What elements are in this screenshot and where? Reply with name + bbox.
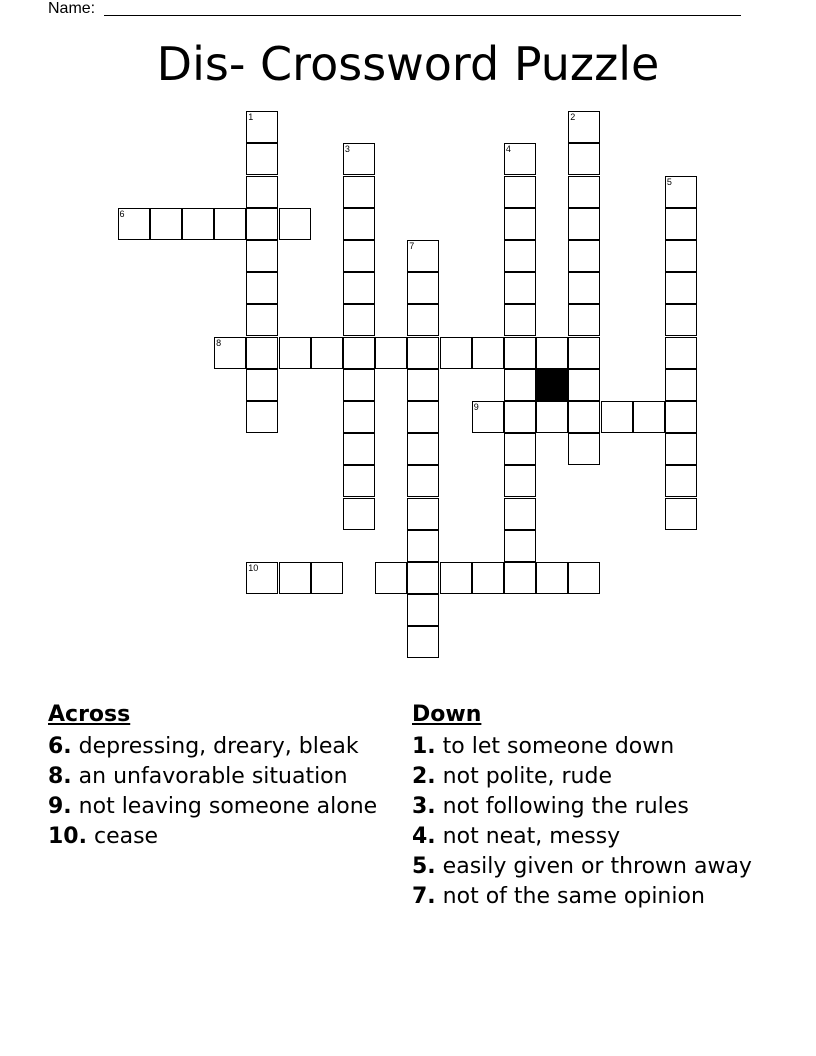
- grid-cell[interactable]: [665, 176, 697, 208]
- grid-cell[interactable]: [504, 369, 536, 401]
- puzzle-title: Dis- Crossword Puzzle: [156, 37, 660, 91]
- name-field-label: Name:: [48, 0, 96, 17]
- grid-cell[interactable]: [568, 176, 600, 208]
- grid-cell[interactable]: [343, 176, 375, 208]
- grid-cell[interactable]: [407, 337, 439, 369]
- grid-cell[interactable]: [407, 272, 439, 304]
- clue-text: not polite, rude: [442, 764, 612, 789]
- clue-text: not following the rules: [442, 794, 689, 819]
- down-clue: [412, 764, 752, 790]
- grid-cell[interactable]: [665, 272, 697, 304]
- grid-cell[interactable]: [601, 401, 633, 433]
- grid-cell[interactable]: [472, 337, 504, 369]
- grid-cell[interactable]: [440, 337, 472, 369]
- grid-cell[interactable]: [375, 562, 407, 594]
- grid-cell[interactable]: [246, 111, 278, 143]
- across-clue: [48, 824, 388, 850]
- down-clue: [412, 734, 752, 760]
- grid-cell[interactable]: [665, 498, 697, 530]
- grid-cell[interactable]: [665, 465, 697, 497]
- grid-cell[interactable]: [407, 530, 439, 562]
- down-clues: [412, 702, 752, 914]
- grid-cell[interactable]: [440, 562, 472, 594]
- clue-number: 3.: [412, 794, 436, 819]
- grid-cell[interactable]: [536, 401, 568, 433]
- clue-number: 7.: [412, 884, 436, 909]
- grid-cell[interactable]: [407, 433, 439, 465]
- grid-cell[interactable]: [343, 498, 375, 530]
- clue-number-label: 8: [216, 337, 222, 348]
- grid-cell[interactable]: [150, 208, 182, 240]
- clue-number-label: 1: [248, 112, 254, 123]
- grid-cell[interactable]: [311, 562, 343, 594]
- grid-cell[interactable]: [568, 401, 600, 433]
- clue-text: not of the same opinion: [442, 884, 705, 909]
- grid-cell[interactable]: [246, 401, 278, 433]
- clue-text: depressing, dreary, bleak: [78, 734, 359, 759]
- grid-cell[interactable]: [407, 240, 439, 272]
- grid-cell[interactable]: [665, 337, 697, 369]
- clue-number-label: 2: [570, 112, 576, 123]
- grid-cell[interactable]: [246, 208, 278, 240]
- grid-cell[interactable]: [633, 401, 665, 433]
- grid-cell[interactable]: [343, 433, 375, 465]
- across-clue: [48, 764, 388, 790]
- grid-cell[interactable]: [665, 240, 697, 272]
- grid-cell[interactable]: [568, 562, 600, 594]
- grid-cell[interactable]: [343, 369, 375, 401]
- clue-number: 8.: [48, 764, 72, 789]
- grid-cell[interactable]: [504, 143, 536, 175]
- grid-cell[interactable]: [343, 337, 375, 369]
- grid-cell[interactable]: [246, 143, 278, 175]
- clue-number: 4.: [412, 824, 436, 849]
- clue-number: 10.: [48, 824, 87, 849]
- clue-number-label: 9: [473, 401, 479, 412]
- grid-cell[interactable]: [407, 626, 439, 658]
- grid-cell[interactable]: [407, 594, 439, 626]
- grid-cell[interactable]: [504, 433, 536, 465]
- down-clue: [412, 794, 752, 820]
- clue-number: 9.: [48, 794, 72, 819]
- grid-cell[interactable]: [246, 304, 278, 336]
- grid-cell[interactable]: [246, 337, 278, 369]
- grid-cell[interactable]: [343, 272, 375, 304]
- clue-text: an unfavorable situation: [78, 764, 348, 789]
- down-clue: [412, 884, 752, 910]
- grid-cell[interactable]: [536, 562, 568, 594]
- grid-cell[interactable]: [407, 465, 439, 497]
- down-heading: Down: [412, 702, 482, 727]
- clue-text: to let someone down: [442, 734, 675, 759]
- grid-cell[interactable]: [246, 272, 278, 304]
- down-clue: [412, 854, 752, 880]
- grid-cell[interactable]: [665, 208, 697, 240]
- grid-cell[interactable]: [375, 337, 407, 369]
- grid-cell[interactable]: [343, 401, 375, 433]
- clue-number: 1.: [412, 734, 436, 759]
- grid-cell[interactable]: [568, 304, 600, 336]
- clue-number-label: 10: [248, 562, 259, 573]
- grid-cell[interactable]: [246, 176, 278, 208]
- clue-number-label: 3: [344, 144, 350, 155]
- clue-text: not leaving someone alone: [78, 794, 378, 819]
- grid-cell[interactable]: [568, 272, 600, 304]
- clue-text: easily given or thrown away: [442, 854, 752, 879]
- grid-cell[interactable]: [665, 433, 697, 465]
- grid-cell[interactable]: [343, 208, 375, 240]
- grid-cell[interactable]: [343, 304, 375, 336]
- grid-cell[interactable]: [504, 530, 536, 562]
- clue-number: 5.: [412, 854, 436, 879]
- grid-cell[interactable]: [504, 208, 536, 240]
- clue-number-label: 6: [119, 208, 125, 219]
- grid-cell[interactable]: [665, 401, 697, 433]
- grid-cell[interactable]: [568, 369, 600, 401]
- grid-cell[interactable]: [214, 208, 246, 240]
- clue-text: cease: [93, 824, 159, 849]
- grid-cell[interactable]: [246, 562, 278, 594]
- grid-cell[interactable]: [568, 208, 600, 240]
- grid-cell[interactable]: [279, 337, 311, 369]
- grid-cell[interactable]: [504, 272, 536, 304]
- clue-number: 6.: [48, 734, 72, 759]
- grid-cell[interactable]: [665, 304, 697, 336]
- grid-cell[interactable]: [504, 337, 536, 369]
- across-heading: Across: [48, 702, 131, 727]
- grid-cell[interactable]: [311, 337, 343, 369]
- clue-number-label: 7: [409, 240, 415, 251]
- grid-cell[interactable]: [407, 562, 439, 594]
- grid-cell[interactable]: [504, 498, 536, 530]
- grid-cell[interactable]: [214, 337, 246, 369]
- grid-cell[interactable]: [343, 465, 375, 497]
- black-cell: [536, 369, 568, 401]
- grid-cell[interactable]: [407, 369, 439, 401]
- across-clue: [48, 794, 388, 820]
- grid-cell[interactable]: [343, 143, 375, 175]
- clue-number-label: 5: [666, 176, 672, 187]
- grid-cell[interactable]: [279, 208, 311, 240]
- grid-cell[interactable]: [246, 240, 278, 272]
- grid-cell[interactable]: [568, 337, 600, 369]
- grid-cell[interactable]: [665, 369, 697, 401]
- grid-cell[interactable]: [504, 240, 536, 272]
- grid-cell[interactable]: [472, 401, 504, 433]
- grid-cell[interactable]: [246, 369, 278, 401]
- grid-cell[interactable]: [568, 111, 600, 143]
- clue-text: not neat, messy: [442, 824, 621, 849]
- grid-cell[interactable]: [568, 240, 600, 272]
- grid-cell[interactable]: [472, 562, 504, 594]
- grid-cell[interactable]: [504, 304, 536, 336]
- grid-cell[interactable]: [343, 240, 375, 272]
- grid-cell[interactable]: [118, 208, 150, 240]
- grid-cell[interactable]: [407, 498, 439, 530]
- across-clue: [48, 734, 388, 760]
- grid-cell[interactable]: [536, 337, 568, 369]
- clue-number-label: 4: [505, 144, 511, 155]
- grid-cell[interactable]: [504, 176, 536, 208]
- grid-cell[interactable]: [568, 433, 600, 465]
- across-clues: [48, 702, 388, 854]
- grid-cell[interactable]: [504, 562, 536, 594]
- grid-cell[interactable]: [279, 562, 311, 594]
- grid-cell[interactable]: [504, 465, 536, 497]
- clue-number: 2.: [412, 764, 436, 789]
- grid-cell[interactable]: [407, 401, 439, 433]
- down-clue: [412, 824, 752, 850]
- grid-cell[interactable]: [407, 304, 439, 336]
- grid-cell[interactable]: [568, 143, 600, 175]
- grid-cell[interactable]: [504, 401, 536, 433]
- grid-cell[interactable]: [182, 208, 214, 240]
